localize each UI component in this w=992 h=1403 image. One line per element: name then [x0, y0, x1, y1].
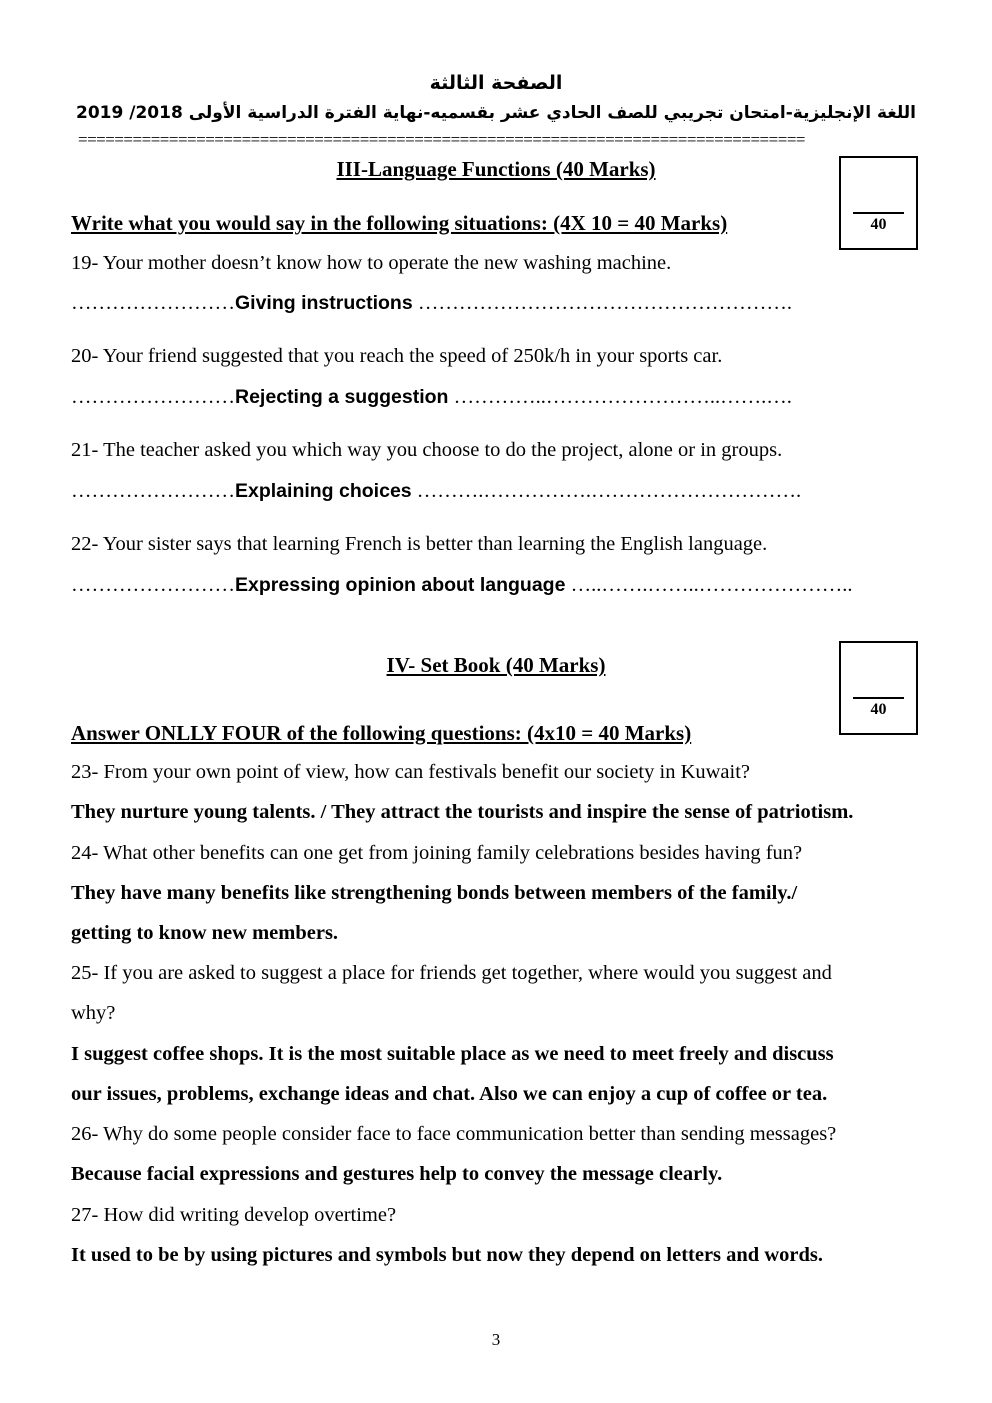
question-26: 26- Why do some people consider face to face communication better than sending messages? [71, 1123, 837, 1145]
section-4-mark: 40 [870, 701, 887, 718]
section-4-mark-box [839, 641, 918, 735]
question-25: 25- If you are asked to suggest a place for friends get together, where would you suggest and [71, 962, 832, 984]
answer-dots-post: ………………………………………………. [417, 292, 792, 314]
answer-line-20 [71, 386, 792, 409]
answer-dots-post: ……….…………….…………………………. [416, 480, 802, 502]
function-label-22: Expressing opinion about language [235, 574, 566, 596]
section-4-title: IV- Set Book (40 Marks) [386, 653, 606, 677]
mark-box-line [853, 212, 904, 214]
answer-dots-pre: …………………… [71, 292, 235, 314]
question-23: 23- From your own point of view, how can festivals benefit our society in Kuwait? [71, 761, 751, 783]
answer-25-line-1: I suggest coffee shops. It is the most suitable place as we need to meet freely and discuss [71, 1043, 834, 1065]
function-label-20: Rejecting a suggestion [235, 386, 449, 408]
question-21: 21- The teacher asked you which way you choose to do the project, alone or in groups. [71, 439, 783, 461]
section-3-title: III-Language Functions (40 Marks) [336, 157, 656, 181]
function-label-21: Explaining choices [235, 480, 412, 502]
answer-26: Because facial expressions and gestures help to convey the message clearly. [71, 1163, 723, 1185]
answer-dots-post: …..…….……..………………….. [570, 574, 853, 596]
answer-dots-pre: …………………… [71, 386, 235, 408]
mark-box-line [853, 697, 904, 699]
question-22: 22- Your sister says that learning French is better than learning the English language. [71, 533, 768, 555]
answer-27: It used to be by using pictures and symbols but now they depend on letters and words. [71, 1244, 823, 1266]
answer-dots-post: …………..……………………..…….…. [453, 386, 792, 408]
page-number: 3 [491, 1330, 501, 1349]
header-separator: ================================================================================ [78, 130, 805, 149]
answer-line-19 [71, 292, 792, 315]
answer-24-line-2: getting to know new members. [71, 922, 339, 944]
answer-dots-pre: …………………… [71, 480, 235, 502]
answer-dots-pre: …………………… [71, 574, 235, 596]
page-label: الصفحة الثالثة [429, 72, 563, 94]
question-19: 19- Your mother doesn’t know how to operate the new washing machine. [71, 252, 672, 274]
section-3-instruction: Write what you would say in the following situations: (4X 10 = 40 Marks) [71, 211, 728, 235]
answer-25-line-2: our issues, problems, exchange ideas and chat. Also we can enjoy a cup of coffee or tea. [71, 1083, 828, 1105]
section-3-mark: 40 [870, 216, 887, 233]
question-24: 24- What other benefits can one get from joining family celebrations besides having fun? [71, 842, 803, 864]
answer-line-22 [71, 574, 852, 597]
function-label-19: Giving instructions [235, 292, 413, 314]
answer-line-21 [71, 480, 801, 503]
question-25-continued: why? [71, 1002, 116, 1024]
question-27: 27- How did writing develop overtime? [71, 1204, 397, 1226]
exam-title: اللغة الإنجليزية-امتحان تجريبي للصف الحادي عشر بقسميه-نهاية الفترة الدراسية الأولى 2018/ 2019 [75, 103, 917, 123]
section-4-instruction: Answer ONLLY FOUR of the following questions: (4x10 = 40 Marks) [71, 721, 692, 745]
question-20: 20- Your friend suggested that you reach the speed of 250k/h in your sports car. [71, 345, 723, 367]
answer-24-line-1: They have many benefits like strengthening bonds between members of the family./ [71, 882, 798, 904]
answer-23: They nurture young talents. / They attract the tourists and inspire the sense of patriotism. [71, 801, 854, 823]
section-3-mark-box [839, 156, 918, 250]
